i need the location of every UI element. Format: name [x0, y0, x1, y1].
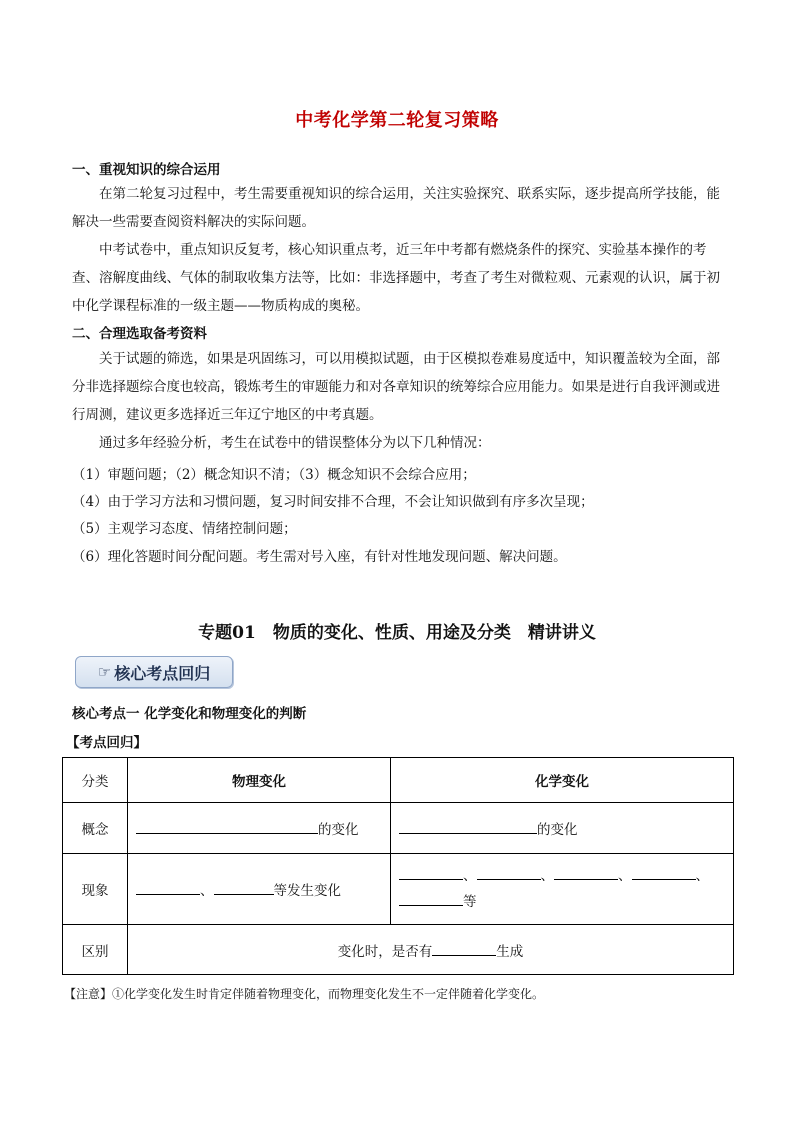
- fill-blank[interactable]: [477, 865, 541, 880]
- table-row-phenomenon: [63, 854, 734, 925]
- section2-heading: 二、合理选取备考资料: [72, 326, 207, 342]
- row-label-phenomenon: 现象: [63, 854, 128, 925]
- fill-blank[interactable]: [399, 865, 463, 880]
- table-row-difference: [63, 925, 734, 975]
- section2-paragraph2: 通过多年经验分析，考生在试卷中的错误整体分为以下几种情况：: [99, 435, 491, 451]
- table-header-row: [63, 758, 734, 803]
- header-category: 分类: [63, 758, 128, 803]
- review-heading: 【考点回归】: [66, 735, 147, 751]
- row-label-difference: 区别: [63, 925, 128, 975]
- fill-blank[interactable]: [399, 891, 463, 906]
- badge-label: 核心考点回归: [114, 663, 211, 683]
- section1-heading: 一、重视知识的综合运用: [72, 162, 221, 178]
- section1-paragraph1: 在第二轮复习过程中，考生需要重视知识的综合运用，关注实验探究、联系实际，逐步提高所学技能，能解决一些需要查阅资料解决的实际问题。: [72, 186, 720, 230]
- fill-blank[interactable]: [214, 880, 274, 895]
- section1-paragraph2: 中考试卷中，重点知识反复考，核心知识重点考，近三年中考都有燃烧条件的探究、实验基本操作的考查、溶解度曲线、气体的制取收集方法等，比如：非选择题中，考查了考生对微粒观、元素观的认识，属于初中化学课程标准的一级主题——物质构成的奥秘。: [72, 242, 720, 314]
- page-title: 中考化学第二轮复习策略: [295, 110, 499, 131]
- fill-blank[interactable]: [554, 865, 618, 880]
- header-chemical-change: 化学变化: [391, 758, 734, 803]
- error-item-3: （5）主观学习态度、情绪控制问题；: [72, 521, 297, 537]
- error-item-2: （4）由于学习方法和习惯问题，复习时间安排不合理，不会让知识做到有序多次呈现；: [72, 494, 594, 510]
- core-review-badge: [75, 656, 233, 688]
- fill-blank[interactable]: [632, 865, 696, 880]
- fill-blank[interactable]: [136, 880, 200, 895]
- phenomenon-physical-cell: 、 等发生变化: [128, 854, 391, 925]
- note-text: ①化学变化发生时肯定伴随着物理变化，而物理变化发生不一定伴随着化学变化。: [112, 987, 545, 1001]
- fill-blank[interactable]: [136, 819, 318, 834]
- concept-chemical-cell: 的变化: [391, 803, 734, 854]
- note-label: 【注意】: [64, 987, 113, 1001]
- concept-physical-cell: 的变化: [128, 803, 391, 854]
- error-item-1: （1）审题问题；（2）概念知识不清；（3）概念知识不会综合应用；: [72, 467, 476, 483]
- note: [64, 985, 544, 1002]
- error-item-4: （6）理化答题时间分配问题。考生需对号入座，有针对性地发现问题、解决问题。: [72, 549, 567, 565]
- row-label-concept: 概念: [63, 803, 128, 854]
- fill-blank[interactable]: [432, 941, 496, 956]
- fill-blank[interactable]: [399, 819, 537, 834]
- header-physical-change: 物理变化: [128, 758, 391, 803]
- topic-title: 专题01 物质的变化、性质、用途及分类 精讲讲义: [198, 623, 596, 643]
- comparison-table: [62, 757, 734, 975]
- section2-paragraph1: 关于试题的筛选，如果是巩固练习，可以用模拟试题，由于区模拟卷难易度适中，知识覆盖较为全面，部分非选择题综合度也较高，锻炼考生的审题能力和对各章知识的统筹综合应用能力。如果是进行自我评测或进行周测，建议更多选择近三年辽宁地区的中考真题。: [72, 351, 720, 423]
- core-point-heading: 核心考点一 化学变化和物理变化的判断: [72, 706, 307, 722]
- difference-cell: 变化时，是否有 生成: [128, 925, 734, 975]
- phenomenon-chemical-cell: 、 、 、 、 等: [391, 854, 734, 925]
- table-row-concept: [63, 803, 734, 854]
- pointing-hand-icon: ☞: [97, 663, 112, 681]
